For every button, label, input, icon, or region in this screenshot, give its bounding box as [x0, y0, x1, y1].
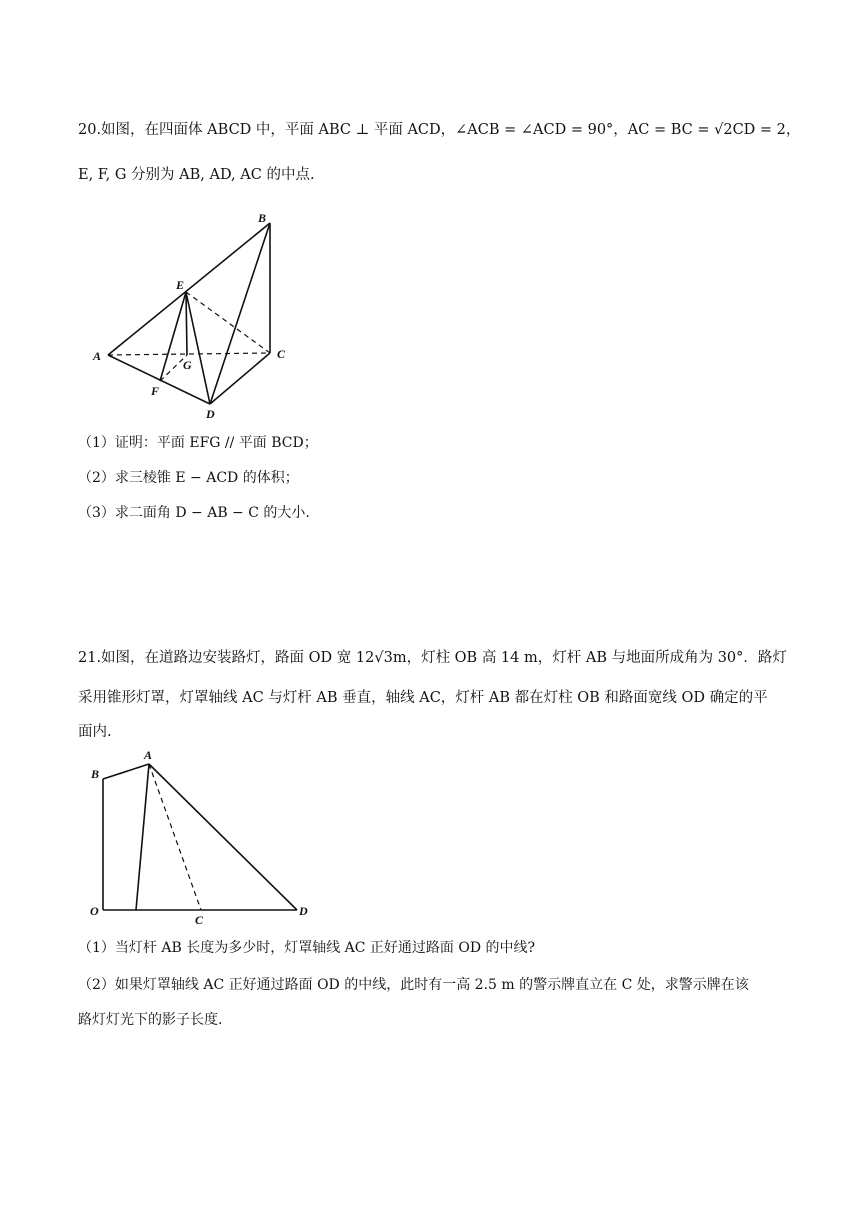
streetlight-figure	[86, 748, 316, 928]
q21-part1: （1）当灯杆 AB 长度为多少时，灯罩轴线 AC 正好通过路面 OD 的中线?	[78, 940, 536, 956]
q21-part2-line1: （2）如果灯罩轴线 AC 正好通过路面 OD 的中线，此时有一高 2.5 m 的警示牌直立在 C 处，求警示牌在该	[78, 977, 749, 993]
label-C: C	[195, 913, 204, 927]
label-D: D	[206, 407, 215, 421]
q21-statement-line1: 21.如图，在道路边安装路灯，路面 OD 宽 12√3m，灯柱 OB 高 14 m，灯杆 AB 与地面所成角为 30°．路灯	[78, 650, 787, 666]
q21-statement-line2: 采用锥形灯罩，灯罩轴线 AC 与灯杆 AB 垂直，轴线 AC，灯杆 AB 都在灯柱 OB 和路面宽线 OD 确定的平	[78, 690, 768, 706]
q21-statement-line3: 面内.	[78, 724, 112, 740]
label-B: B	[91, 767, 100, 781]
q20-statement-line1: 20.如图，在四面体 ABCD 中，平面 ABC ⊥ 平面 ACD，∠ACB = ∠ACD = 90°，AC = BC = √2CD = 2，	[78, 122, 801, 138]
label-F: F	[151, 384, 160, 398]
label-D: D	[299, 904, 308, 918]
q21-part2-line2: 路灯灯光下的影子长度.	[78, 1012, 223, 1028]
label-G: G	[183, 358, 192, 372]
q20-part3: （3）求二面角 D − AB − C 的大小.	[78, 505, 310, 521]
q20-statement-line2: E, F, G 分别为 AB, AD, AC 的中点.	[78, 167, 315, 183]
label-A: A	[93, 349, 102, 363]
tetrahedron-figure	[88, 208, 308, 423]
q20-part2: （2）求三棱锥 E − ACD 的体积；	[78, 470, 299, 486]
q20-part1: （1）证明：平面 EFG // 平面 BCD；	[78, 435, 318, 451]
label-O: O	[90, 904, 99, 918]
label-B: B	[258, 211, 267, 225]
label-C: C	[277, 347, 286, 361]
label-E: E	[176, 278, 185, 292]
label-A: A	[144, 748, 153, 762]
